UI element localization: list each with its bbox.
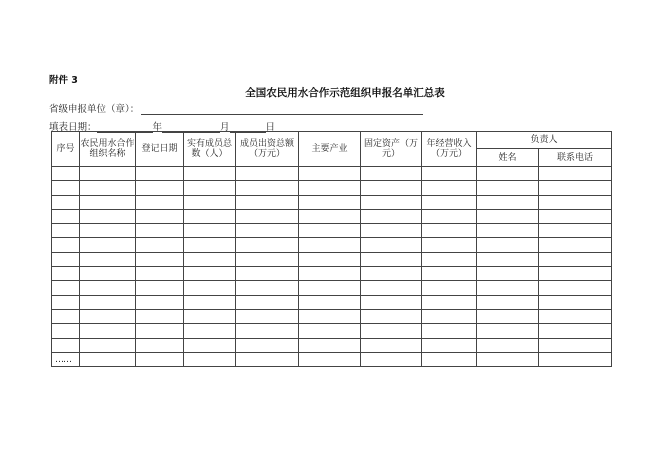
header-responsible: 负责人 <box>477 132 612 149</box>
table-cell[interactable] <box>136 281 184 295</box>
table-cell[interactable] <box>361 181 422 195</box>
table-cell[interactable] <box>236 295 299 309</box>
applicant-unit-label: 省级申报单位（章）： <box>49 104 140 115</box>
table-cell[interactable] <box>539 209 612 223</box>
table-cell[interactable] <box>52 324 80 338</box>
table-cell[interactable] <box>422 267 477 281</box>
table-cell[interactable] <box>477 181 539 195</box>
table-cell[interactable] <box>184 252 236 266</box>
table-cell[interactable] <box>52 181 80 195</box>
table-row <box>52 195 612 209</box>
table-row <box>52 238 612 252</box>
table-cell[interactable] <box>422 295 477 309</box>
table-cell[interactable] <box>236 281 299 295</box>
table-cell[interactable] <box>80 352 136 366</box>
table-cell[interactable] <box>136 181 184 195</box>
table-cell[interactable] <box>361 267 422 281</box>
table-row <box>52 281 612 295</box>
table-cell[interactable] <box>184 181 236 195</box>
table-row <box>52 352 612 366</box>
table-cell[interactable] <box>184 324 236 338</box>
table-cell[interactable] <box>80 209 136 223</box>
table-cell[interactable] <box>184 295 236 309</box>
table-cell[interactable] <box>477 238 539 252</box>
fill-date-label: 填表日期： <box>49 122 97 133</box>
table-cell[interactable] <box>477 309 539 323</box>
table-cell[interactable] <box>136 324 184 338</box>
table-cell[interactable] <box>80 224 136 238</box>
table-cell[interactable] <box>136 238 184 252</box>
table-cell[interactable] <box>299 267 361 281</box>
table-cell[interactable] <box>184 209 236 223</box>
table-cell[interactable] <box>299 209 361 223</box>
table-cell[interactable] <box>52 167 80 181</box>
table-cell[interactable] <box>539 181 612 195</box>
table-cell[interactable] <box>422 209 477 223</box>
table-cell[interactable] <box>299 352 361 366</box>
table-cell[interactable] <box>299 309 361 323</box>
header-phone: 联系电话 <box>539 149 612 167</box>
table-cell[interactable] <box>299 224 361 238</box>
table-cell[interactable] <box>361 281 422 295</box>
table-cell[interactable] <box>422 324 477 338</box>
table-cell[interactable] <box>361 209 422 223</box>
table-cell[interactable] <box>136 167 184 181</box>
table-cell[interactable] <box>52 281 80 295</box>
table-cell[interactable] <box>539 195 612 209</box>
table-cell[interactable] <box>299 295 361 309</box>
table-cell[interactable] <box>361 224 422 238</box>
table-cell[interactable] <box>422 224 477 238</box>
table-body <box>52 167 612 367</box>
table-cell[interactable] <box>52 238 80 252</box>
table-cell[interactable] <box>477 281 539 295</box>
continuation-mark: …… <box>52 352 80 366</box>
table-cell[interactable] <box>236 181 299 195</box>
table-cell[interactable] <box>136 267 184 281</box>
table-cell[interactable] <box>236 338 299 352</box>
table-cell[interactable] <box>477 167 539 181</box>
table-cell[interactable] <box>80 195 136 209</box>
table-cell[interactable] <box>361 295 422 309</box>
table-cell[interactable] <box>539 295 612 309</box>
table-row <box>52 324 612 338</box>
table-cell[interactable] <box>299 252 361 266</box>
table-cell[interactable] <box>184 281 236 295</box>
table-cell[interactable] <box>136 252 184 266</box>
attachment-label: 附件 3 <box>49 75 78 86</box>
table-cell[interactable] <box>477 352 539 366</box>
table-cell[interactable] <box>539 224 612 238</box>
table-cell[interactable] <box>361 238 422 252</box>
table-cell[interactable] <box>477 195 539 209</box>
applicant-unit-line <box>49 101 423 115</box>
table-cell[interactable] <box>299 324 361 338</box>
table-cell[interactable] <box>236 252 299 266</box>
table-cell[interactable] <box>136 352 184 366</box>
table-cell[interactable] <box>361 252 422 266</box>
table-cell[interactable] <box>184 267 236 281</box>
table-row <box>52 224 612 238</box>
table-cell[interactable] <box>236 324 299 338</box>
header-industry: 主要产业 <box>299 132 361 167</box>
table-row <box>52 209 612 223</box>
table-cell[interactable] <box>361 195 422 209</box>
table-cell[interactable] <box>236 267 299 281</box>
table-cell[interactable] <box>80 252 136 266</box>
table-cell[interactable] <box>539 167 612 181</box>
table-cell[interactable] <box>80 309 136 323</box>
table-cell[interactable] <box>299 281 361 295</box>
table-row <box>52 167 612 181</box>
table-cell[interactable] <box>52 295 80 309</box>
table-cell[interactable] <box>299 167 361 181</box>
table-cell[interactable] <box>184 352 236 366</box>
table-cell[interactable] <box>477 267 539 281</box>
table-cell[interactable] <box>539 267 612 281</box>
table-cell[interactable] <box>80 338 136 352</box>
table-cell[interactable] <box>299 181 361 195</box>
table-cell[interactable] <box>136 338 184 352</box>
table-cell[interactable] <box>236 309 299 323</box>
table-cell[interactable] <box>477 224 539 238</box>
table-cell[interactable] <box>136 309 184 323</box>
table-cell[interactable] <box>539 309 612 323</box>
table-cell[interactable] <box>539 281 612 295</box>
page-title: 全国农民用水合作示范组织申报名单汇总表 <box>245 87 445 99</box>
table-cell[interactable] <box>422 252 477 266</box>
header-org-name: 农民用水合作组织名称 <box>80 132 136 167</box>
table-cell[interactable] <box>477 252 539 266</box>
table-cell[interactable] <box>422 238 477 252</box>
table-cell[interactable] <box>477 324 539 338</box>
table-cell[interactable] <box>539 238 612 252</box>
table-header-row <box>52 132 612 149</box>
table-cell[interactable] <box>184 338 236 352</box>
table-cell[interactable] <box>422 309 477 323</box>
table-row <box>52 338 612 352</box>
table-cell[interactable] <box>422 195 477 209</box>
table-cell[interactable] <box>299 338 361 352</box>
header-annual-revenue: 年经营收入（万元） <box>422 132 477 167</box>
table-cell[interactable] <box>184 195 236 209</box>
table-cell[interactable] <box>539 338 612 352</box>
table-row <box>52 267 612 281</box>
header-name: 姓名 <box>477 149 539 167</box>
table-cell[interactable] <box>299 195 361 209</box>
table-cell[interactable] <box>52 267 80 281</box>
table-cell[interactable] <box>361 167 422 181</box>
table-cell[interactable] <box>361 309 422 323</box>
table-cell[interactable] <box>80 238 136 252</box>
table-cell[interactable] <box>422 338 477 352</box>
table-cell[interactable] <box>136 295 184 309</box>
table-row <box>52 252 612 266</box>
table-cell[interactable] <box>477 209 539 223</box>
table-cell[interactable] <box>422 281 477 295</box>
table-cell[interactable] <box>236 352 299 366</box>
month-label: 月 <box>220 122 230 133</box>
table-cell[interactable] <box>52 209 80 223</box>
header-fixed-assets: 固定资产（万元） <box>361 132 422 167</box>
table-row <box>52 181 612 195</box>
table-cell[interactable] <box>80 167 136 181</box>
table-cell[interactable] <box>236 195 299 209</box>
table-cell[interactable] <box>422 352 477 366</box>
table-cell[interactable] <box>477 295 539 309</box>
table-cell[interactable] <box>136 195 184 209</box>
table-cell[interactable] <box>361 324 422 338</box>
table-cell[interactable] <box>184 167 236 181</box>
table-cell[interactable] <box>80 295 136 309</box>
table-cell[interactable] <box>52 338 80 352</box>
table-cell[interactable] <box>184 224 236 238</box>
table-cell[interactable] <box>477 338 539 352</box>
table-cell[interactable] <box>361 338 422 352</box>
table-cell[interactable] <box>539 252 612 266</box>
table-cell[interactable] <box>80 324 136 338</box>
table-cell[interactable] <box>52 224 80 238</box>
table-cell[interactable] <box>539 352 612 366</box>
table-cell[interactable] <box>80 281 136 295</box>
table-cell[interactable] <box>236 238 299 252</box>
table-cell[interactable] <box>422 181 477 195</box>
table-cell[interactable] <box>236 167 299 181</box>
table-cell[interactable] <box>184 309 236 323</box>
applicant-unit-field[interactable] <box>141 104 423 115</box>
table-cell[interactable] <box>80 181 136 195</box>
table-cell[interactable] <box>539 324 612 338</box>
table-cell[interactable] <box>136 224 184 238</box>
table-cell[interactable] <box>361 352 422 366</box>
header-reg-date: 登记日期 <box>136 132 184 167</box>
table-cell[interactable] <box>184 238 236 252</box>
table-cell[interactable] <box>422 167 477 181</box>
table-row <box>52 295 612 309</box>
table-cell[interactable] <box>236 224 299 238</box>
table-cell[interactable] <box>236 209 299 223</box>
header-members: 实有成员总数（人） <box>184 132 236 167</box>
year-label: 年 <box>152 122 163 133</box>
table-cell[interactable] <box>80 267 136 281</box>
table-cell[interactable] <box>52 252 80 266</box>
table-cell[interactable] <box>136 209 184 223</box>
day-label: 日 <box>265 122 276 133</box>
header-investment: 成员出资总额（万元） <box>236 132 299 167</box>
header-seq: 序号 <box>52 132 80 167</box>
summary-table <box>51 131 612 367</box>
table-row <box>52 309 612 323</box>
table-cell[interactable] <box>52 309 80 323</box>
table-cell[interactable] <box>52 195 80 209</box>
table-cell[interactable] <box>299 238 361 252</box>
